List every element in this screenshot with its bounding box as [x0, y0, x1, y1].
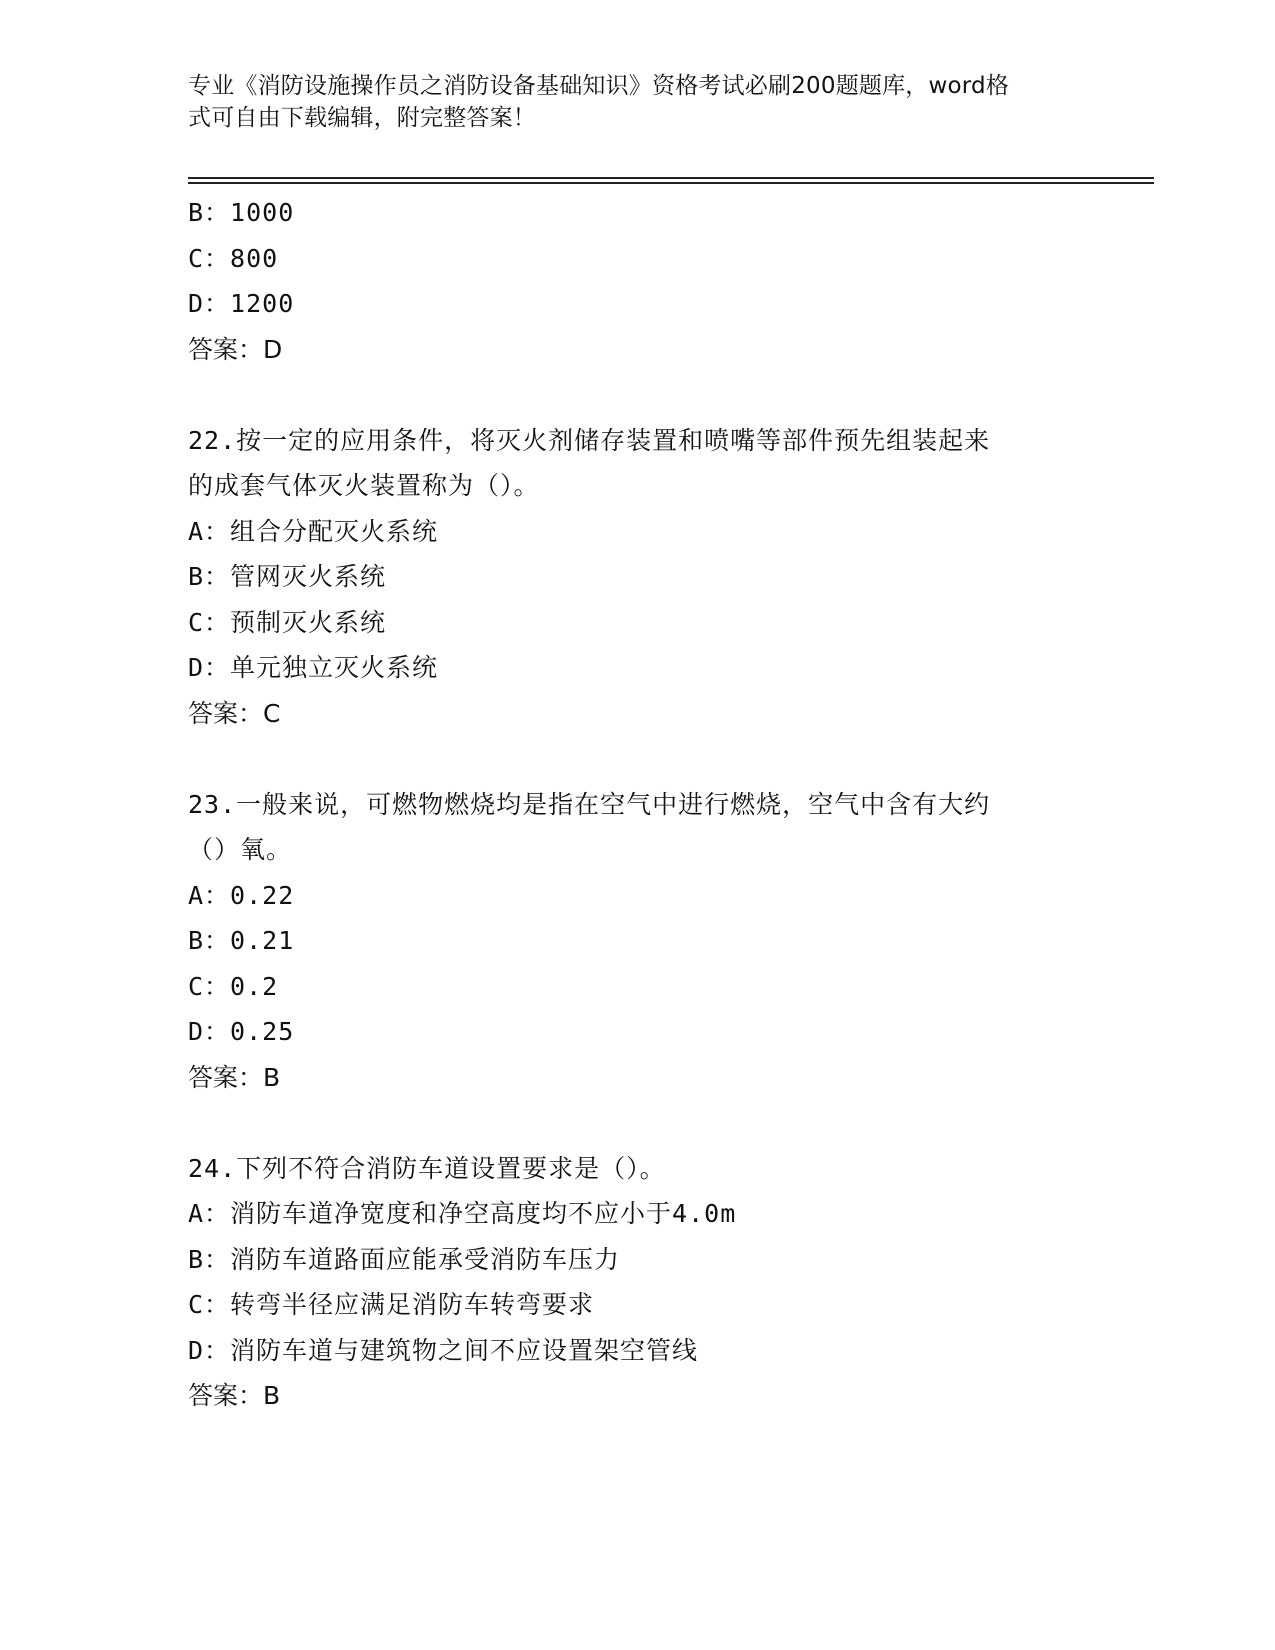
question-24	[188, 1146, 1138, 1419]
q24-answer: 答案：B	[188, 1381, 281, 1410]
header-title-line-2: 式可自由下载编辑，附完整答案！	[188, 105, 536, 131]
question-list	[188, 190, 1138, 1419]
spacer	[188, 736, 1138, 782]
q22-option-d: D：单元独立灭火系统	[188, 653, 439, 682]
q23-option-b: B：0.21	[188, 926, 295, 955]
question-21-continued	[188, 190, 1138, 372]
q22-answer: 答案：C	[188, 698, 281, 728]
q23-stem-line-1: 23.一般来说，可燃物燃烧均是指在空气中进行燃烧，空气中含有大约	[188, 789, 991, 819]
header-title-line-1: 专业《消防设施操作员之消防设备基础知识》资格考试必刷200题题库，word格	[188, 73, 1010, 99]
header-divider-bottom	[188, 182, 1154, 184]
q21-option-d: D：1200	[188, 289, 295, 318]
spacer	[188, 372, 1138, 418]
q22-stem-line-2: 的成套气体灭火装置称为（）。	[188, 471, 540, 500]
q22-option-a: A：组合分配灭火系统	[188, 516, 439, 546]
q22-option-c: C：预制灭火系统	[188, 607, 387, 637]
q21-answer: 答案：D	[188, 334, 283, 364]
q24-stem-line-1: 24.下列不符合消防车道设置要求是（）。	[188, 1153, 666, 1183]
q23-option-d: D：0.25	[188, 1017, 295, 1046]
q23-answer: 答案：B	[188, 1062, 281, 1092]
question-23	[188, 782, 1138, 1101]
q21-option-b: B：1000	[188, 198, 295, 227]
q21-option-c: C：800	[188, 243, 279, 273]
spacer	[188, 1100, 1138, 1146]
question-22	[188, 418, 1138, 737]
q24-option-b: B：消防车道路面应能承受消防车压力	[188, 1244, 621, 1274]
q23-stem-line-2: （）氧。	[188, 835, 293, 864]
q24-option-a: A：消防车道净宽度和净空高度均不应小于4.0m	[188, 1199, 737, 1228]
q24-option-d: D：消防车道与建筑物之间不应设置架空管线	[188, 1335, 699, 1365]
q23-option-a: A：0.22	[188, 880, 295, 910]
header-divider-top	[188, 177, 1154, 179]
q22-stem-line-1: 22.按一定的应用条件，将灭火剂储存装置和喷嘴等部件预先组装起来	[188, 425, 991, 455]
page-header	[188, 70, 1088, 134]
q23-option-c: C：0.2	[188, 971, 279, 1001]
q22-option-b: B：管网灭火系统	[188, 562, 387, 591]
q24-option-c: C：转弯半径应满足消防车转弯要求	[188, 1290, 595, 1319]
